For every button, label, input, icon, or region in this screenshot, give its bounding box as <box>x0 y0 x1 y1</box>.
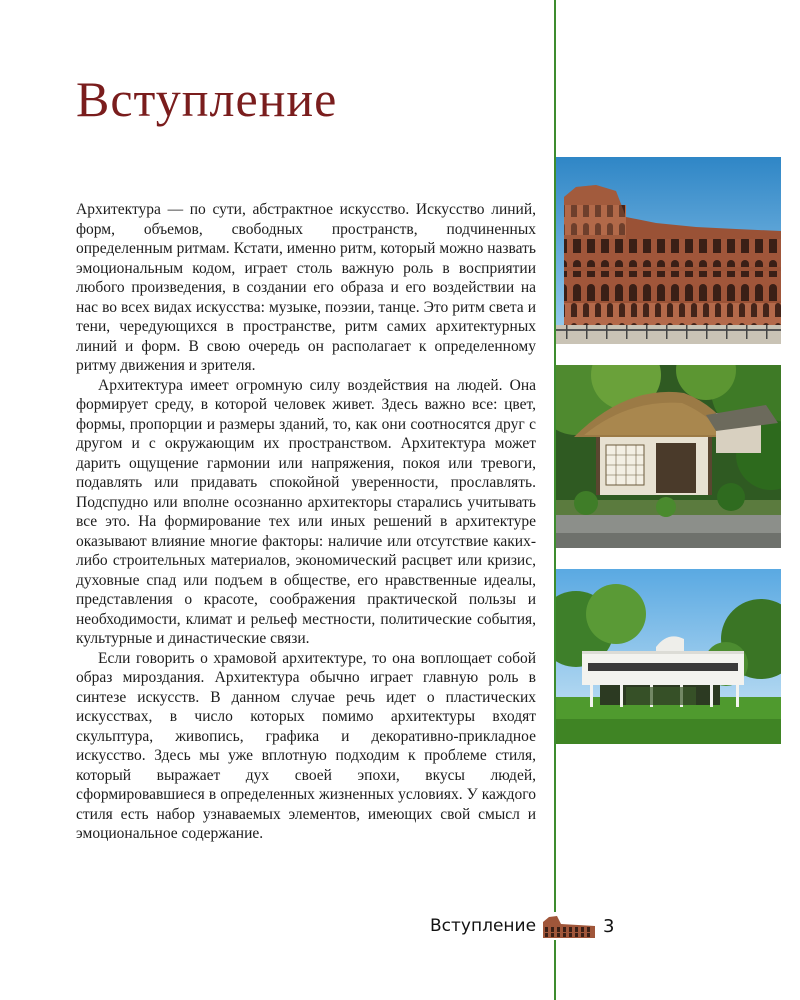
page-footer <box>430 910 615 942</box>
teahouse-photo <box>556 365 781 548</box>
paragraph: Если говорить о храмовой архитектуре, то она воплощает собой образ мироздания. Архитектура обычно играет главную роль в синтезе искусств. В данном случае речь идет о пластических искусствах, в число которых помимо архитектуры входят скульптура, живопись, графика и декоративно-прикладное искусство. Здесь мы уже вплотную подходим к проблеме стиля, который выражает дух своей эпохи, вкусы людей, сформировавшиеся в определенных жизненных условиях. У каждого стиля есть набор узнаваемых элементов, имеющих свой смысл и эмоциональное содержание. <box>76 649 536 842</box>
paragraph: Архитектура — по сути, абстрактное искусство. Искусство линий, форм, объемов, свободных пространств, подчиненных определенным ритмам. Кстати, именно ритм, который можно назвать эмоциональным кодом, играет столь важную роль в восприятии любого произведения, в создании его образа и его воздействии на нас во всех видах искусства: музыке, поэзии, танце. Это ритм света и тени, чередующихся в пространстве, ритм самих архитектурных линий и форм. В свою очередь он располагает к определенному ритму движения и зрителя. <box>76 201 536 374</box>
body-text <box>76 200 536 844</box>
paragraph: Архитектура имеет огромную силу воздействия на людей. Она формирует среду, в которой человек живет. Здесь важно все: цвет, формы, пропорции и размеры зданий, то, как они соотносятся друг с другом и с окружающим их пространством. Архитектура может дарить ощущение гармонии или напряжения, покоя или тревоги, подавлять или придавать спокойной уверенности, прославлять. Подспудно или вполне осознанно архитекторы старались учитывать все это. На формирование тех или иных решений в архитектуре оказывают влияние многие факторы: наличие или отсутствие каких-либо строительных материалов, экономический расцвет или кризис, духовные спад или подъем в обществе, его нравственные идеалы, представления о красоте, соображения практической пользы и необходимости, климат и рельеф местности, политические события, культурные и династические связи. <box>76 376 536 647</box>
colosseum-photo <box>556 157 781 344</box>
colosseum-thumbnail-icon <box>541 912 597 940</box>
page-number: 3 <box>603 915 615 937</box>
page-title: Вступление <box>76 71 338 127</box>
footer-section-title: Вступление <box>430 916 537 936</box>
villa-photo <box>556 569 781 744</box>
